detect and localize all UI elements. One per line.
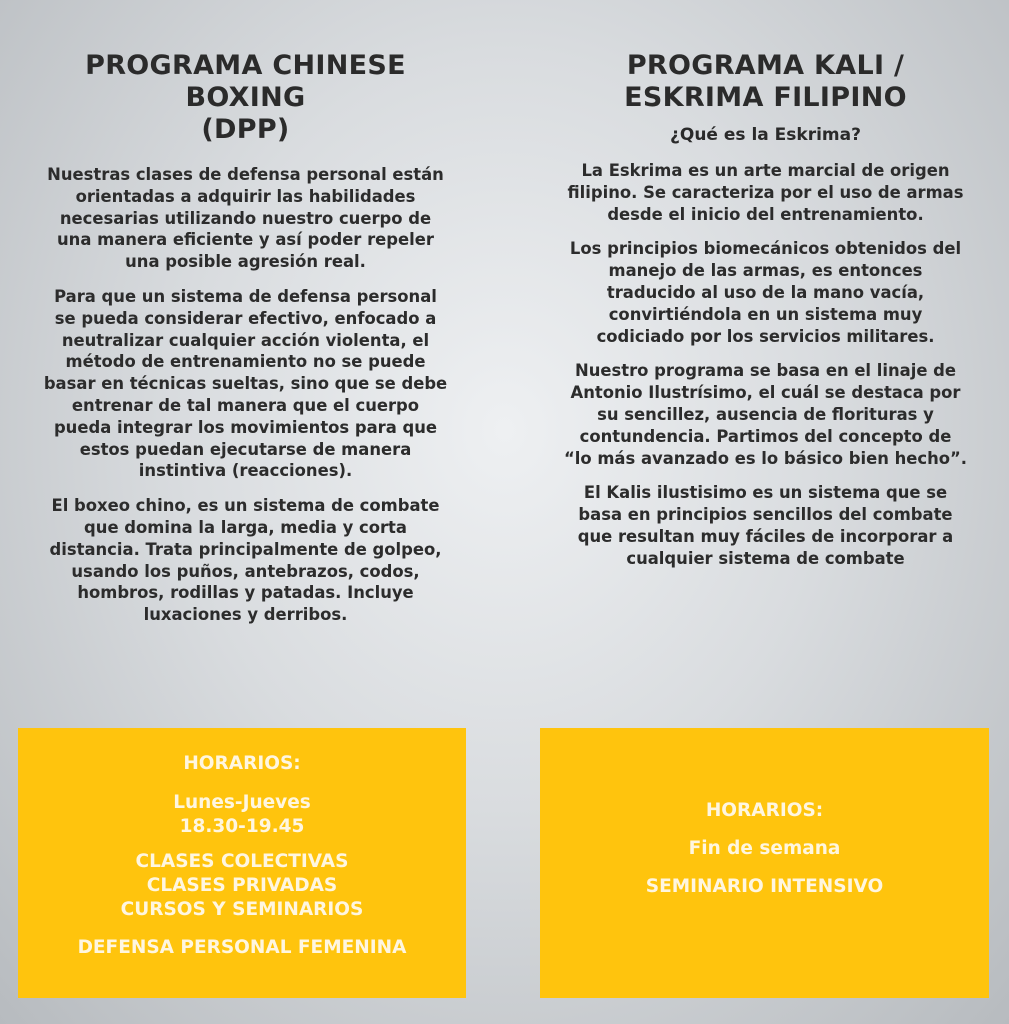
text-line: La Eskrima es un arte marcial de origen [581, 161, 950, 180]
text-line: que domina la larga, media y corta [84, 517, 407, 537]
text-line: Nuestro programa se basa en el linaje de [574, 361, 957, 381]
title-line: (DPP) [201, 114, 290, 145]
text-line: traducido al uso de la mano vacía, [606, 282, 925, 302]
schedule-format: SEMINARIO INTENSIVO [645, 876, 884, 897]
schedule-days: Fin de semana [688, 838, 841, 859]
text-line: que resultan muy fáciles de incorporar a [577, 526, 954, 546]
title-line: BOXING [185, 82, 306, 113]
text-line: distancia. Trata principalmente de golpeo, [49, 539, 442, 559]
text-line: desde el inicio del entrenamiento. [607, 204, 924, 224]
chinese-boxing-column [18, 50, 473, 639]
text-line: se pueda considerar efectivo, enfocado a [54, 308, 437, 328]
chinese-boxing-paragraph-2 [18, 286, 473, 482]
text-line: basa en principios sencillos del combate [578, 505, 953, 525]
kali-eskrima-column [532, 50, 999, 583]
kali-eskrima-title [532, 50, 999, 114]
schedule-heading: HORARIOS: [705, 800, 824, 821]
text-line: basar en técnicas sueltas, sino que se debe [43, 374, 448, 394]
text-line: convirtiéndola en un sistema muy [608, 304, 923, 324]
text-line: método de entrenamiento no se puede [65, 352, 426, 372]
text-line: estos puedan ejecutarse de manera [79, 439, 412, 459]
text-line: Antonio Ilustrísimo, el cuál se destaca por [570, 383, 961, 403]
text-line: una manera eficiente y así poder repeler [57, 230, 434, 250]
text-line: cualquier sistema de combate [626, 548, 905, 568]
text-line: neutralizar cualquier acción violenta, el [61, 330, 430, 350]
schedule-time: 18.30-19.45 [179, 816, 305, 837]
kali-eskrima-paragraph-4 [532, 482, 999, 569]
schedule-class-type: CLASES PRIVADAS [146, 875, 338, 896]
text-line: pueda integrar los movimientos para que [53, 417, 438, 437]
schedule-heading: HORARIOS: [183, 753, 301, 774]
title-line: PROGRAMA CHINESE [85, 50, 406, 81]
text-line: una posible agresión real. [125, 252, 366, 272]
text-line: usando los puños, antebrazos, codos, [71, 561, 420, 581]
kali-eskrima-paragraph-3 [532, 360, 999, 469]
schedule-days: Lunes-Jueves [173, 792, 311, 813]
text-line: “lo más avanzado es lo básico bien hecho”. [563, 448, 968, 468]
chinese-boxing-title [18, 50, 473, 146]
text-line: Nuestras clases de defensa personal están [47, 165, 444, 184]
kali-eskrima-paragraph-2 [532, 238, 999, 347]
text-line: Los principios biomecánicos obtenidos del [569, 239, 962, 259]
chinese-boxing-paragraph-3 [18, 495, 473, 626]
text-line: El boxeo chino, es un sistema de combate [51, 496, 440, 516]
text-line: luxaciones y derribos. [143, 605, 348, 625]
kali-eskrima-schedule-box [540, 728, 989, 998]
text-line: Para que un sistema de defensa personal [54, 286, 437, 306]
text-line: hombros, rodillas y patadas. Incluye [77, 583, 414, 603]
text-line: instintiva (reacciones). [138, 461, 353, 481]
text-line: necesarias utilizando nuestro cuerpo de [59, 208, 432, 228]
text-line: su sencillez, ausencia de florituras y [597, 404, 934, 424]
title-line: PROGRAMA KALI / [626, 50, 905, 81]
kali-eskrima-paragraph-1 [532, 160, 999, 225]
schedule-class-type: CLASES COLECTIVAS [135, 851, 349, 872]
chinese-boxing-schedule-box [18, 728, 466, 998]
schedule-special-class: DEFENSA PERSONAL FEMENINA [77, 937, 407, 958]
text-line: codiciado por los servicios militares. [596, 326, 935, 346]
text-line: entrenar de tal manera que el cuerpo [71, 395, 420, 415]
title-line: ESKRIMA FILIPINO [624, 82, 907, 113]
chinese-boxing-paragraph-1 [18, 164, 473, 273]
schedule-class-type: CURSOS Y SEMINARIOS [120, 899, 364, 920]
kali-eskrima-subtitle: ¿Qué es la Eskrima? [670, 125, 861, 145]
text-line: filipino. Se caracteriza por el uso de armas [567, 182, 964, 202]
text-line: orientadas a adquirir las habilidades [75, 186, 416, 206]
text-line: manejo de las armas, es entonces [608, 261, 923, 281]
text-line: contundencia. Partimos del concepto de [579, 426, 952, 446]
text-line: El Kalis ilustisimo es un sistema que se [583, 483, 948, 503]
